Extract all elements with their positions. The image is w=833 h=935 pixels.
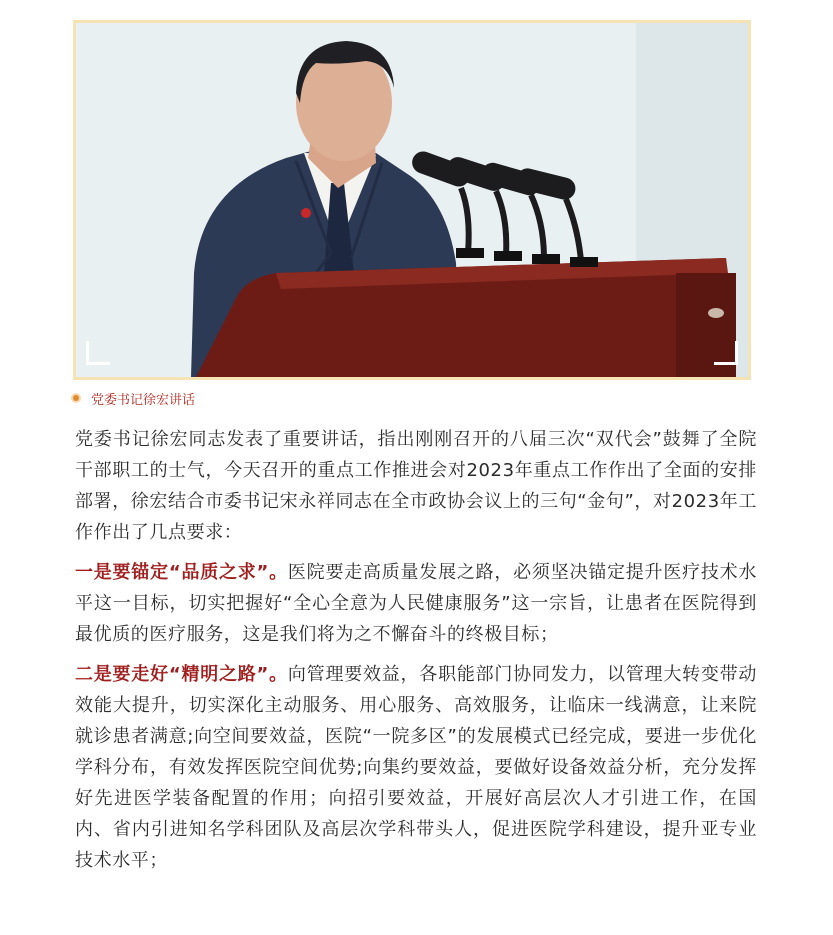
photo-caption (73, 388, 195, 408)
article-body (75, 424, 757, 885)
corner-bottom-right (714, 341, 738, 365)
corner-bottom-left (86, 341, 110, 365)
paragraph-point-one (75, 557, 757, 650)
paragraph-lead: 一是要锚定“品质之求”。 (75, 562, 288, 583)
bullet-dot-icon (73, 395, 79, 401)
paragraph-text: 向管理要效益，各职能部门协同发力，以管理大转变带动效能大提升，切实深化主动服务、用心服务、高效服务，让临床一线满意，让来院就诊患者满意;向空间要效益，医院“一院多区”的发展模式已经完成，要进一步优化学科分布，有效发挥医院空间优势;向集约要效益，要做好设备效益分析，充分发挥好先进医学装备配置的作用；向招引要效益，开展好高层次人才引进工作，在国内、省内引进知名学科团队及高层次学科带头人，促进医院学科建设，提升亚专业技术水平； (75, 664, 757, 871)
paragraph-text: 医院要走高质量发展之路，必须坚决锚定提升医疗技术水平这一目标，切实把握好“全心全意为人民健康服务”这一宗旨，让患者在医院得到最优质的医疗服务，这是我们将为之不懈奋斗的终极目标； (75, 562, 757, 645)
paragraph-point-two (75, 659, 757, 876)
photo-frame (73, 20, 751, 380)
speaker-photo[interactable] (76, 23, 748, 377)
paragraph-intro (75, 424, 757, 548)
speaker-illustration (76, 23, 748, 377)
caption-text: 党委书记徐宏讲话 (91, 392, 196, 408)
paragraph-lead: 二是要走好“精明之路”。 (75, 664, 288, 685)
paragraph-text: 党委书记徐宏同志发表了重要讲话，指出刚刚召开的八届三次“双代会”鼓舞了全院干部职工的士气，今天召开的重点工作推进会对2023年重点工作作出了全面的安排部署，徐宏结合市委书记宋永祥同志在全市政协会议上的三句“金句”，对2023年工作作出了几点要求： (75, 429, 757, 543)
